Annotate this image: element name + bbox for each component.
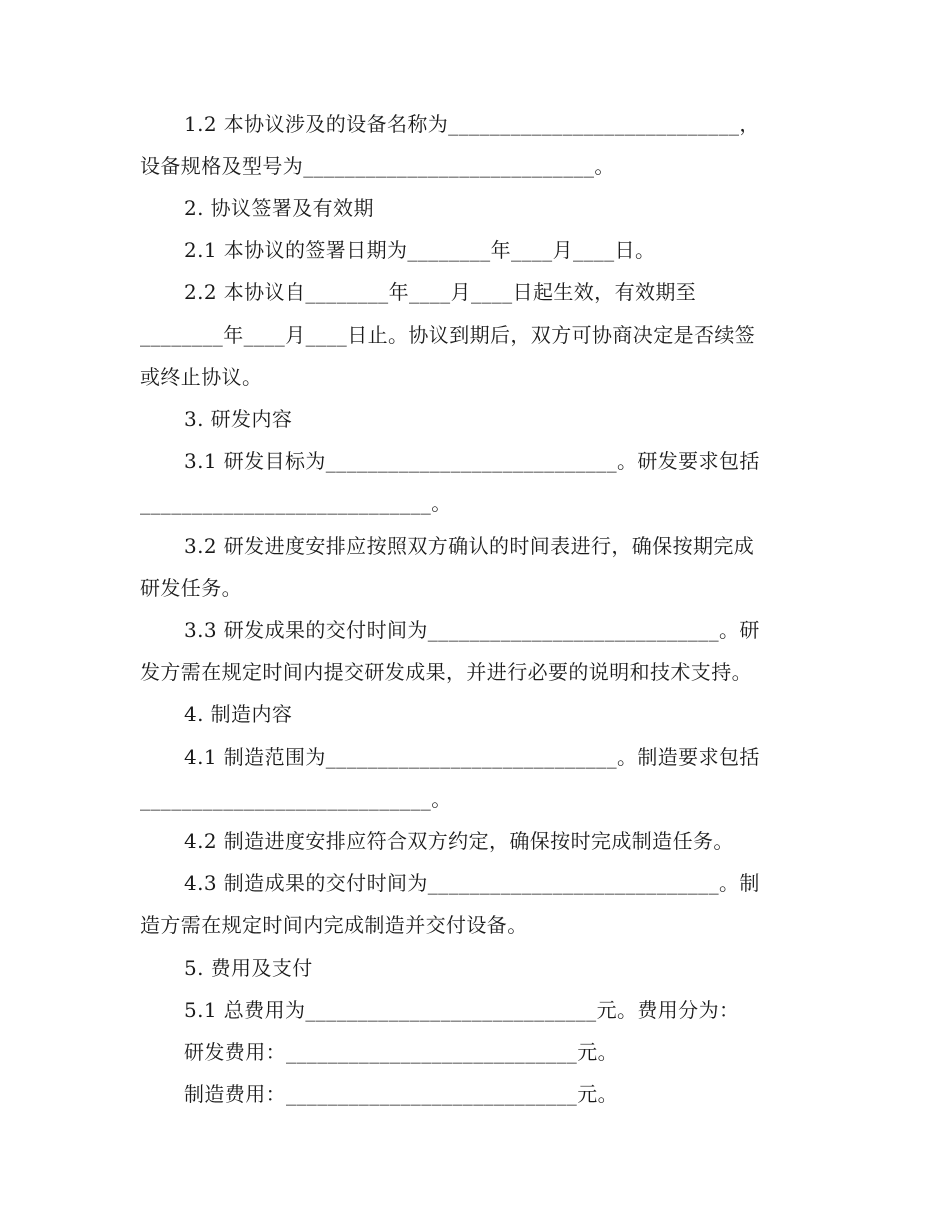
clause-3-2-line-2: 研发任务。 <box>140 576 242 600</box>
clause-3-3-line-2: 发方需在规定时间内提交研发成果，并进行必要的说明和技术支持。 <box>140 660 752 684</box>
clause-2-2-line-3: 或终止协议。 <box>140 365 263 389</box>
section-2-heading: 2. 协议签署及有效期 <box>184 196 374 220</box>
rd-cost-line: 研发费用：____________________________元。 <box>184 1040 618 1064</box>
clause-3-3-line-1: 3.3 研发成果的交付时间为____________________________。研 <box>184 618 760 642</box>
clause-4-1-line-2: ____________________________。 <box>140 787 452 811</box>
clause-5-1: 5.1 总费用为____________________________元。费用分为： <box>184 998 740 1022</box>
clause-4-3-line-1: 4.3 制造成果的交付时间为____________________________。制 <box>184 871 760 895</box>
clause-2-1: 2.1 本协议的签署日期为________年____月____日。 <box>184 238 656 262</box>
clause-2-2-line-2: ________年____月____日止。协议到期后，双方可协商决定是否续签 <box>140 323 756 347</box>
clause-3-2-line-1: 3.2 研发进度安排应按照双方确认的时间表进行，确保按期完成 <box>184 534 755 558</box>
clause-1-2-line-2: 设备规格及型号为____________________________。 <box>140 154 615 178</box>
clause-4-1-line-1: 4.1 制造范围为____________________________。制造要求包括 <box>184 745 760 769</box>
clause-4-2: 4.2 制造进度安排应符合双方约定，确保按时完成制造任务。 <box>184 829 734 853</box>
manufacturing-cost-line: 制造费用：____________________________元。 <box>184 1082 618 1106</box>
clause-1-2-line-1: 1.2 本协议涉及的设备名称为____________________________， <box>184 112 760 136</box>
section-3-heading: 3. 研发内容 <box>184 407 293 431</box>
section-5-heading: 5. 费用及支付 <box>184 956 313 980</box>
section-4-heading: 4. 制造内容 <box>184 702 293 726</box>
clause-3-1-line-2: ____________________________。 <box>140 491 452 515</box>
clause-2-2-line-1: 2.2 本协议自________年____月____日起生效，有效期至 <box>184 280 697 304</box>
clause-3-1-line-1: 3.1 研发目标为____________________________。研发要求包括 <box>184 449 760 473</box>
clause-4-3-line-2: 造方需在规定时间内完成制造并交付设备。 <box>140 913 528 937</box>
